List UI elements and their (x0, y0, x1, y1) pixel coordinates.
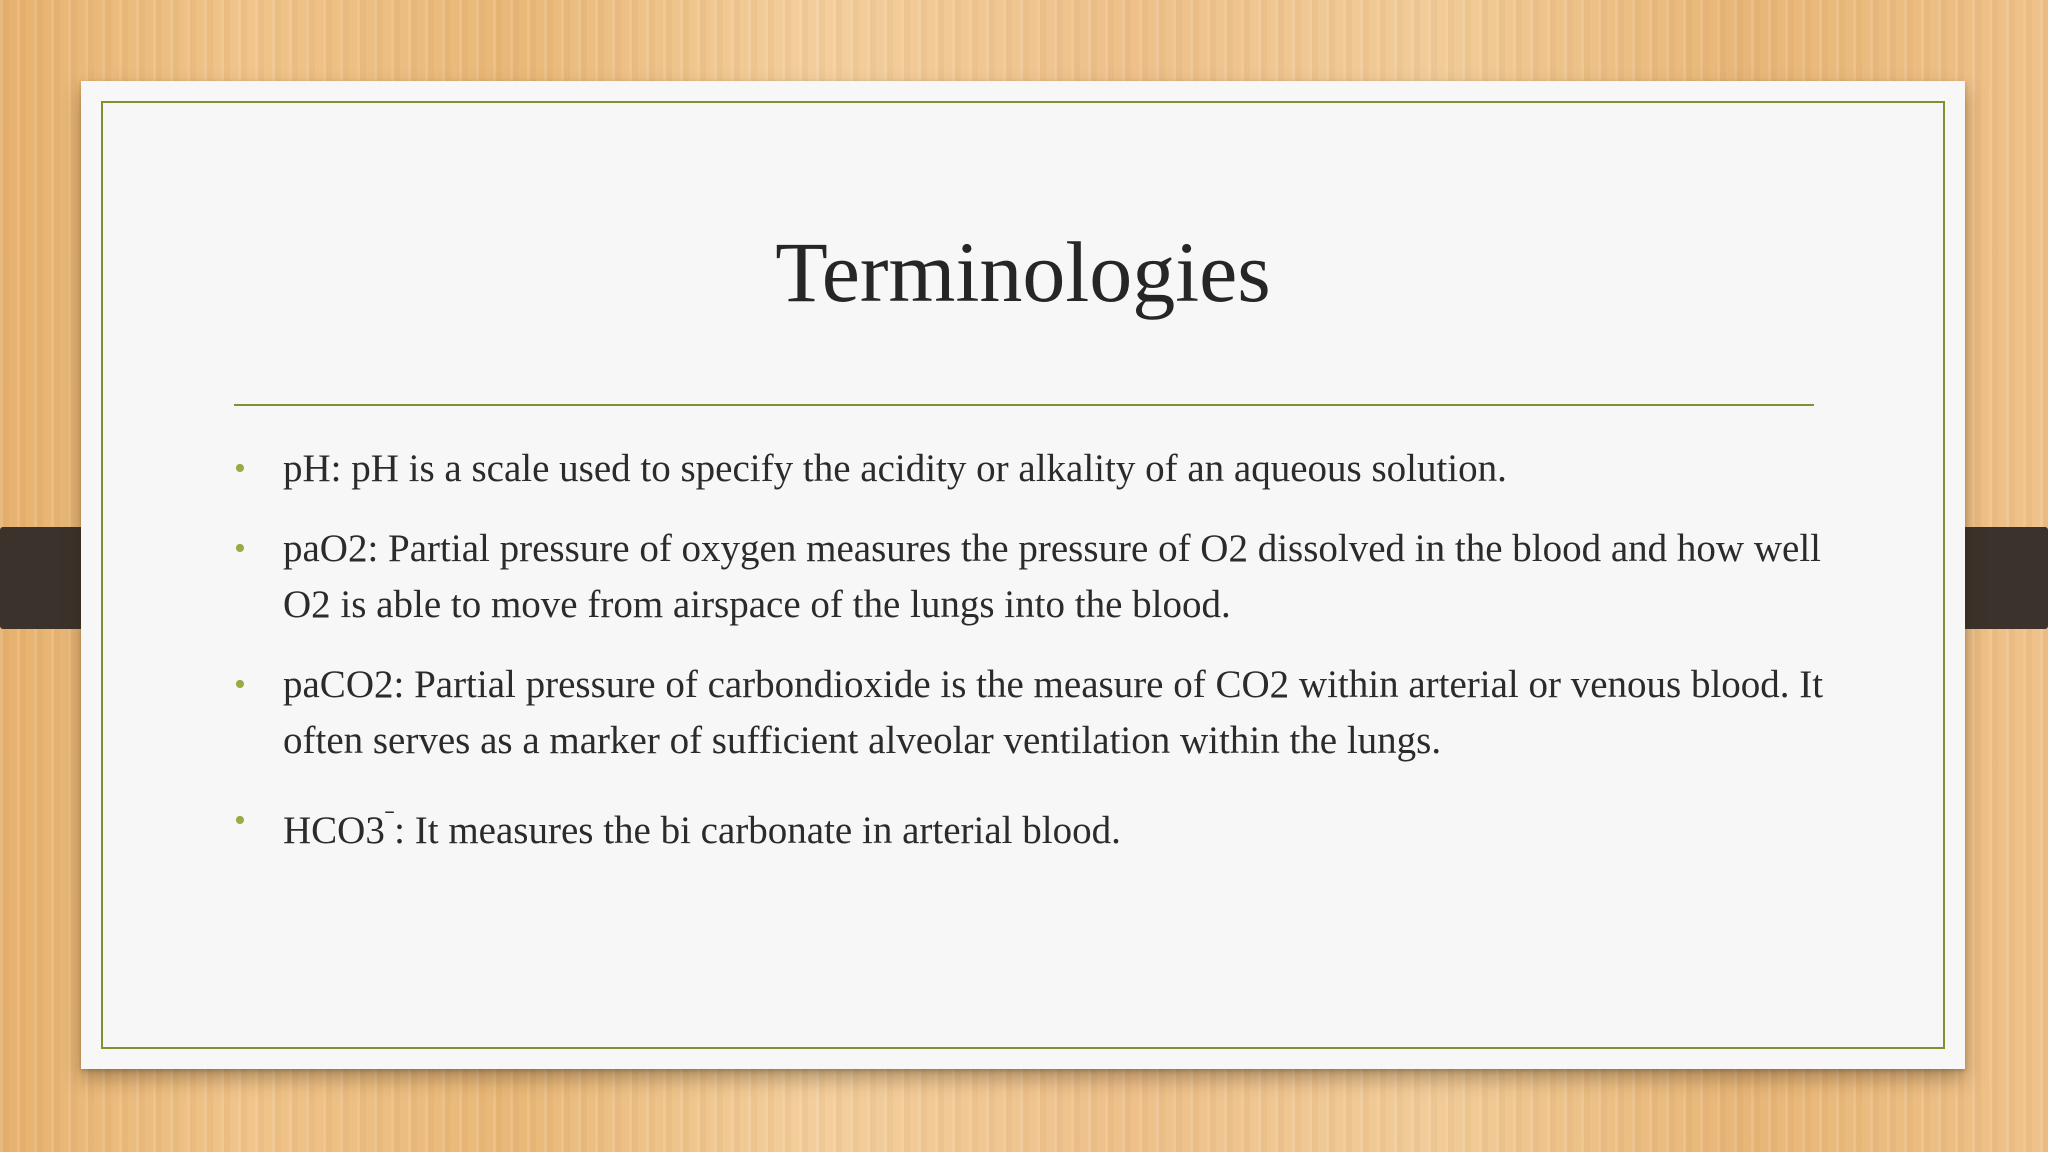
bullet-dot-icon: • (234, 802, 246, 839)
slide-card (81, 81, 1965, 1069)
bullet-term: HCO3 (283, 809, 385, 852)
bullet-text: paO2: Partial pressure of oxygen measures the pressure of O2 dissolved in the blood and how well O2 is able to move from airspace of the lungs into the blood. (283, 527, 1821, 626)
bullet-text: paCO2: Partial pressure of carbondioxide is the measure of CO2 within arterial or venous blood. It often serves as a marker of sufficient alveolar ventilation within the lungs. (283, 663, 1824, 762)
bullet-superscript: ˉ (384, 805, 395, 836)
bullet-dot-icon: • (234, 666, 246, 703)
bullet-item-paco2 (234, 657, 1854, 769)
title-divider (234, 404, 1814, 406)
slide-title: Terminologies (775, 224, 1271, 320)
bullet-dot-icon: • (234, 450, 246, 487)
bullet-list (234, 441, 1854, 883)
bullet-item-hco3 (234, 793, 1854, 859)
bullet-text: pH: pH is a scale used to specify the acidity or alkality of an aqueous solution. (283, 447, 1507, 490)
bullet-dot-icon: • (234, 530, 246, 567)
bullet-item-ph (234, 441, 1854, 497)
bullet-item-pao2 (234, 521, 1854, 633)
bullet-text: : It measures the bi carbonate in arterial blood. (394, 809, 1121, 852)
